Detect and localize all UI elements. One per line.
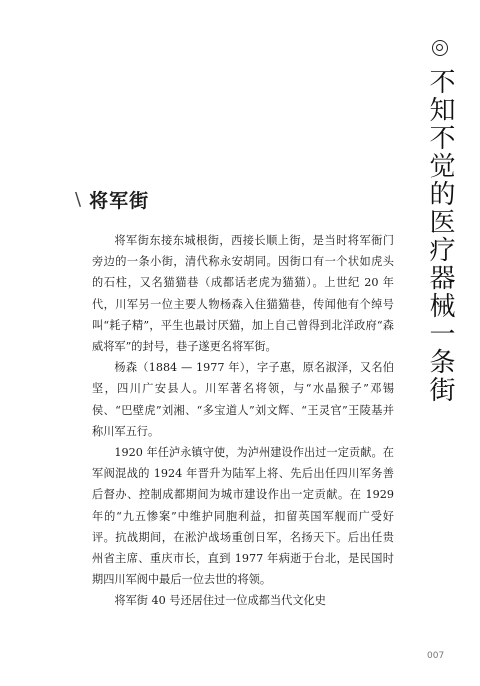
paragraph: 1920 年任泸永镇守使，为泸州建设作出过一定贡献。在军阀混战的 1924 年晋升为陆军上将、先后出任四川军务善后督办、控制成都期间为城市建设作出一定贡献。在 1929 年的“九五惨案”中维护同胞利益，扣留英国军舰而广受好评。抗战期间，在淞沪战场重创日军，名扬天下。后出任贵州省主席、重庆市长，直到 1977 年病逝于台北，是民国时期四川军阀中最后一位去世的将领。 [92,446,394,587]
paragraph: 将军街 40 号还居住过一位成都当代文化史 [114,594,326,608]
paragraph: 将军街东接东城根街，西接长顺上街，是当时将军衙门旁边的一条小街，清代称永安胡同。因街口有一个状如虎头的石柱，又名猫猫巷（成都话老虎为猫猫）。上世纪 20 年代，川军另一位主要人物杨森入住猫猫巷，传闻他有个绰号叫“耗子精”，平生也最讨厌猫，加上自己曾得到北洋政府“森威将军”的封号，巷子遂更名将军街。 [92,234,394,354]
heading-slash-mark: \ [75,189,82,210]
section-title: 将军街 [89,190,150,212]
paragraph: 杨森（1884 — 1977 年），字子惠，原名淑泽，又名伯坚，四川广安县人。川军著名将领，与“水晶猴子”邓锡侯、“巴壁虎”刘湘、“多宝道人”刘文辉、“王灵官”王陵基并称川军五行。 [92,361,394,438]
double-circle-icon [432,40,448,56]
chapter-title-text: 不知不觉的医疗器械一条街 [425,68,455,404]
vertical-chapter-title [426,40,454,404]
page-number: 007 [427,651,445,661]
section-heading [75,186,149,213]
body-text [92,230,394,612]
